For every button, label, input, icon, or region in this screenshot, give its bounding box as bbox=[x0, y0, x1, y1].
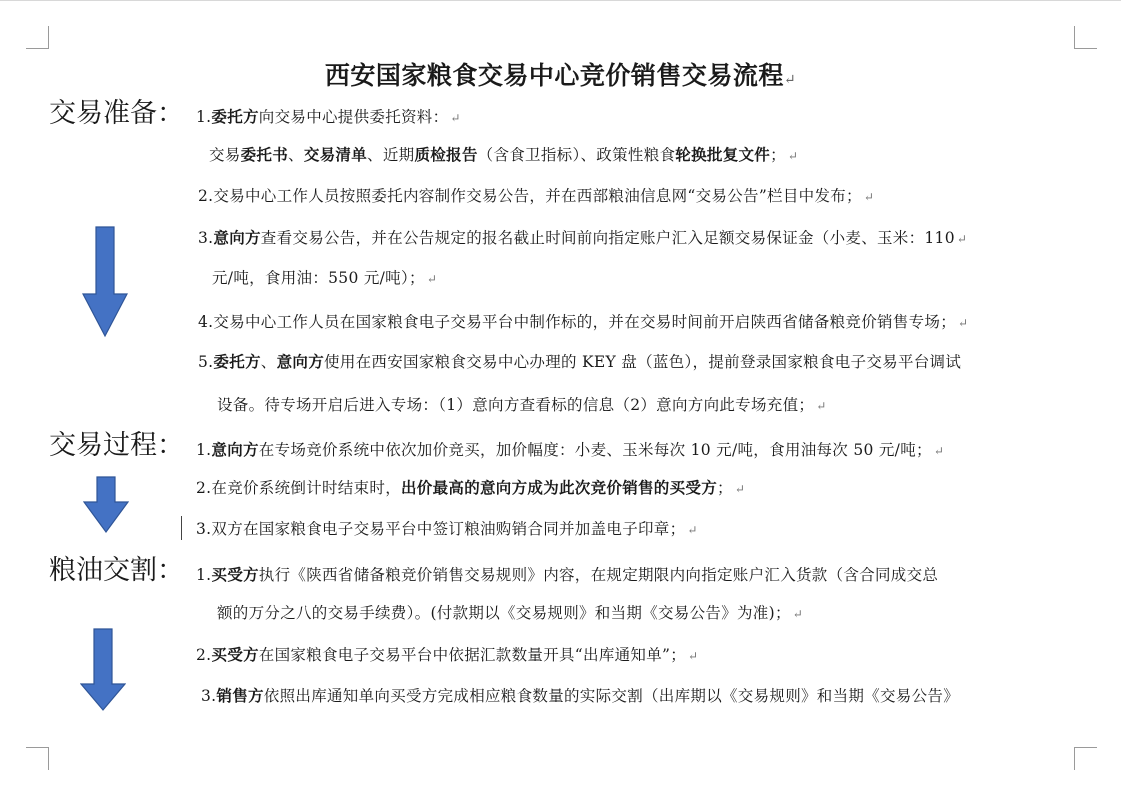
process-line-2[interactable]: 2.在竞价系统倒计时结束时，出价最高的意向方成为此次竞价销售的买受方； ↵ bbox=[196, 478, 746, 497]
margin-mark-top-right bbox=[1074, 26, 1097, 49]
prep-line-2[interactable]: 2.交易中心工作人员按照委托内容制作交易公告，并在西部粮油信息网“交易公告”栏目中发布； ↵ bbox=[198, 187, 875, 205]
prep-line-4[interactable]: 4.交易中心工作人员在国家粮食电子交易平台中制作标的，并在交易时间前开启陕西省储备粮竞价销售专场； ↵ bbox=[198, 313, 969, 331]
delivery-line-1[interactable]: 1.买受方执行《陕西省储备粮竞价销售交易规则》内容，在规定期限内向指定账户汇入货款（含合同成交总 bbox=[196, 565, 939, 584]
process-line-1[interactable]: 1.意向方在专场竞价系统中依次加价竞买，加价幅度：小麦、玉米每次 10 元/吨，食用油每次 50 元/吨； ↵ bbox=[196, 440, 945, 459]
margin-mark-top-left bbox=[26, 26, 49, 49]
prep-line-1[interactable]: 1.委托方向交易中心提供委托资料： ↵ bbox=[196, 107, 461, 126]
delivery-line-3[interactable]: 3.销售方依照出库通知单向买受方完成相应粮食数量的实际交割（出库期以《交易规则》和当期《交易公告》 bbox=[201, 686, 959, 705]
down-arrow-icon bbox=[82, 226, 128, 338]
margin-mark-bottom-right bbox=[1074, 747, 1097, 770]
section-heading-delivery[interactable]: 粮油交割： bbox=[49, 555, 184, 586]
prep-line-3[interactable]: 3.意向方查看交易公告，并在公告规定的报名截止时间前向指定账户汇入足额交易保证金（小麦、玉米：110 ↵ bbox=[198, 228, 968, 247]
margin-mark-bottom-left bbox=[26, 747, 49, 770]
delivery-line-2[interactable]: 2.买受方在国家粮食电子交易平台中依据汇款数量开具“出库通知单”； ↵ bbox=[196, 645, 699, 664]
section-heading-preparation[interactable]: 交易准备： bbox=[49, 98, 184, 129]
document-title[interactable]: 西安国家粮食交易中心竞价销售交易流程↵ bbox=[324, 61, 797, 90]
prep-line-5-cont[interactable]: 设备。待专场开启后进入专场：（1）意向方查看标的信息（2）意向方向此专场充值； ↵ bbox=[217, 396, 827, 414]
text-cursor bbox=[181, 516, 182, 540]
prep-line-3-cont[interactable]: 元/吨，食用油：550 元/吨）； ↵ bbox=[212, 269, 438, 287]
prep-line-5[interactable]: 5.委托方、意向方使用在西安国家粮食交易中心办理的 KEY 盘（蓝色），提前登录国家粮食电子交易平台调试 bbox=[198, 352, 962, 371]
delivery-line-1-cont[interactable]: 额的万分之八的交易手续费）。(付款期以《交易规则》和当期《交易公告》为准)； ↵ bbox=[217, 604, 804, 622]
down-arrow-icon bbox=[83, 476, 129, 534]
prep-line-1-detail[interactable]: 交易委托书、交易清单、近期质检报告（含食卫指标）、政策性粮食轮换批复文件； ↵ bbox=[209, 145, 799, 164]
process-line-3[interactable]: 3.双方在国家粮食电子交易平台中签订粮油购销合同并加盖电子印章； ↵ bbox=[196, 520, 698, 538]
down-arrow-icon bbox=[80, 628, 126, 712]
section-heading-process[interactable]: 交易过程： bbox=[49, 430, 184, 461]
